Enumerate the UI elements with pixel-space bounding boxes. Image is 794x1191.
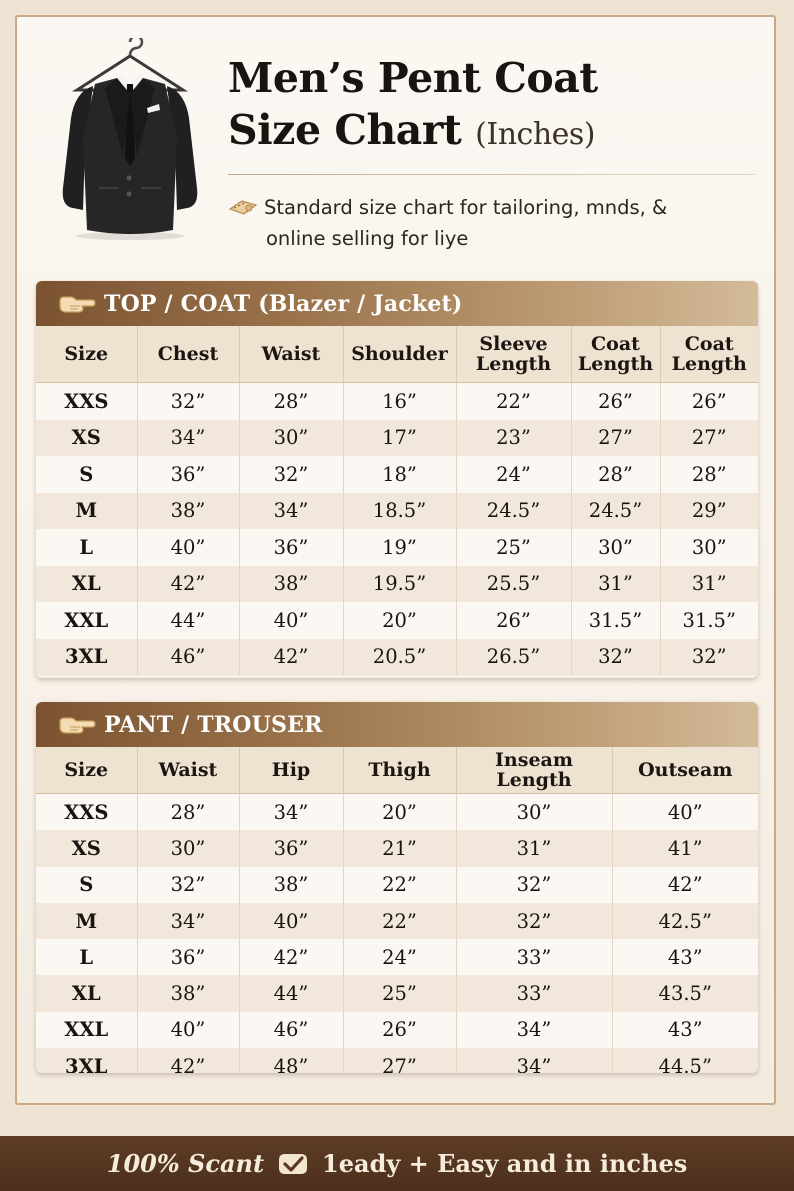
column-header: Sleeve Length xyxy=(456,326,571,383)
size-cell: XL xyxy=(36,566,137,603)
pant-table-body xyxy=(36,794,758,1074)
page-title xyxy=(228,52,598,161)
subtitle xyxy=(228,192,748,254)
measurement-cell: 38” xyxy=(239,867,343,903)
measurement-cell: 34” xyxy=(239,794,343,831)
measurement-cell: 40” xyxy=(612,794,758,831)
size-cell: M xyxy=(36,493,137,530)
size-cell: 3XL xyxy=(36,1048,137,1073)
size-cell: XS xyxy=(36,420,137,457)
measurement-cell: 40” xyxy=(137,1012,239,1048)
table-row xyxy=(36,794,758,831)
measurement-cell: 28” xyxy=(660,456,758,493)
measurement-cell: 32” xyxy=(137,867,239,903)
measurement-cell: 24” xyxy=(456,456,571,493)
title-line-2: Size Chart xyxy=(228,106,462,154)
title-line-1: Men’s Pent Coat xyxy=(228,54,598,102)
measurement-cell: 42” xyxy=(137,1048,239,1073)
measurement-cell: 25.5” xyxy=(456,566,571,603)
measurement-cell: 33” xyxy=(456,975,612,1011)
pointing-hand-icon xyxy=(58,293,96,315)
coat-size-table-panel xyxy=(36,281,758,678)
measurement-cell: 31.5” xyxy=(571,602,660,639)
size-cell: L xyxy=(36,529,137,566)
measurement-cell: 16” xyxy=(343,383,456,420)
measurement-cell: 20” xyxy=(343,794,456,831)
column-header: Thigh xyxy=(343,747,456,794)
table-row xyxy=(36,566,758,603)
table-row xyxy=(36,456,758,493)
table-row xyxy=(36,1048,758,1073)
measurement-cell: 36” xyxy=(137,456,239,493)
pant-section-header xyxy=(36,702,758,747)
measurement-cell: 38” xyxy=(137,493,239,530)
measurement-cell: 41” xyxy=(612,830,758,866)
coat-table-body xyxy=(36,383,758,676)
table-row xyxy=(36,639,758,676)
measurement-cell: 19.5” xyxy=(343,566,456,603)
measurement-cell: 26” xyxy=(660,383,758,420)
measurement-cell: 26.5” xyxy=(456,639,571,676)
table-row xyxy=(36,975,758,1011)
measurement-cell: 43” xyxy=(612,1012,758,1048)
measurement-cell: 31” xyxy=(571,566,660,603)
table-row xyxy=(36,420,758,457)
measurement-cell: 30” xyxy=(456,794,612,831)
table-row xyxy=(36,903,758,939)
column-header: Chest xyxy=(137,326,239,383)
measurement-cell: 42” xyxy=(612,867,758,903)
measurement-cell: 26” xyxy=(343,1012,456,1048)
measurement-cell: 22” xyxy=(343,903,456,939)
measurement-cell: 31” xyxy=(456,830,612,866)
measurement-cell: 46” xyxy=(239,1012,343,1048)
pant-size-table-panel xyxy=(36,702,758,1073)
column-header: Shoulder xyxy=(343,326,456,383)
measurement-cell: 32” xyxy=(571,639,660,676)
size-cell: XXL xyxy=(36,602,137,639)
pant-section-title: PANT / TROUSER xyxy=(104,711,323,738)
measurement-cell: 30” xyxy=(239,420,343,457)
size-cell: XXL xyxy=(36,1012,137,1048)
column-header: Waist xyxy=(137,747,239,794)
measurement-cell: 28” xyxy=(571,456,660,493)
measurement-cell: 32” xyxy=(239,456,343,493)
measurement-cell: 42.5” xyxy=(612,903,758,939)
measurement-cell: 20” xyxy=(343,602,456,639)
measurement-cell: 42” xyxy=(239,939,343,975)
measurement-cell: 32” xyxy=(660,639,758,676)
measurement-cell: 46” xyxy=(137,639,239,676)
column-header: Coat Length xyxy=(660,326,758,383)
measurement-cell: 30” xyxy=(571,529,660,566)
pant-size-table xyxy=(36,747,758,1073)
measurement-cell: 32” xyxy=(456,903,612,939)
subtitle-line-1: Standard size chart for tailoring, mnds, & xyxy=(264,196,668,219)
table-row xyxy=(36,1012,758,1048)
column-header: Size xyxy=(36,747,137,794)
measurement-cell: 27” xyxy=(343,1048,456,1073)
measurement-cell: 33” xyxy=(456,939,612,975)
coat-section-header xyxy=(36,281,758,326)
measurement-cell: 34” xyxy=(239,493,343,530)
measurement-cell: 24.5” xyxy=(456,493,571,530)
measurement-cell: 20.5” xyxy=(343,639,456,676)
measuring-tape-icon xyxy=(228,197,258,217)
coat-size-table xyxy=(36,326,758,675)
subtitle-line-2: online selling for liye xyxy=(266,227,469,250)
measurement-cell: 42” xyxy=(239,639,343,676)
measurement-cell: 23” xyxy=(456,420,571,457)
measurement-cell: 26” xyxy=(571,383,660,420)
measurement-cell: 36” xyxy=(239,529,343,566)
measurement-cell: 38” xyxy=(137,975,239,1011)
suit-jacket-icon xyxy=(55,38,205,243)
measurement-cell: 25” xyxy=(343,975,456,1011)
measurement-cell: 29” xyxy=(660,493,758,530)
measurement-cell: 27” xyxy=(571,420,660,457)
measurement-cell: 31.5” xyxy=(660,602,758,639)
coat-section-title: TOP / COAT (Blazer / Jacket) xyxy=(104,290,463,317)
measurement-cell: 43” xyxy=(612,939,758,975)
measurement-cell: 40” xyxy=(137,529,239,566)
pointing-hand-icon xyxy=(58,714,96,736)
measurement-cell: 32” xyxy=(456,867,612,903)
measurement-cell: 40” xyxy=(239,903,343,939)
column-header: Hip xyxy=(239,747,343,794)
table-row xyxy=(36,602,758,639)
table-row xyxy=(36,529,758,566)
size-cell: XXS xyxy=(36,383,137,420)
measurement-cell: 22” xyxy=(343,867,456,903)
measurement-cell: 30” xyxy=(137,830,239,866)
title-unit: (Inches) xyxy=(475,117,596,152)
measurement-cell: 44” xyxy=(137,602,239,639)
size-cell: S xyxy=(36,456,137,493)
measurement-cell: 43.5” xyxy=(612,975,758,1011)
table-header-row xyxy=(36,747,758,794)
measurement-cell: 34” xyxy=(137,903,239,939)
measurement-cell: 18.5” xyxy=(343,493,456,530)
measurement-cell: 32” xyxy=(137,383,239,420)
size-cell: 3XL xyxy=(36,639,137,676)
column-header: Inseam Length xyxy=(456,747,612,794)
size-cell: XS xyxy=(36,830,137,866)
measurement-cell: 24” xyxy=(343,939,456,975)
check-badge-icon xyxy=(276,1150,310,1178)
measurement-cell: 48” xyxy=(239,1048,343,1073)
size-cell: M xyxy=(36,903,137,939)
measurement-cell: 42” xyxy=(137,566,239,603)
footer-left-text: 100% Scant xyxy=(106,1149,265,1178)
measurement-cell: 17” xyxy=(343,420,456,457)
measurement-cell: 21” xyxy=(343,830,456,866)
measurement-cell: 18” xyxy=(343,456,456,493)
size-cell: S xyxy=(36,867,137,903)
measurement-cell: 40” xyxy=(239,602,343,639)
measurement-cell: 34” xyxy=(137,420,239,457)
table-row xyxy=(36,383,758,420)
column-header: Outseam xyxy=(612,747,758,794)
table-header-row xyxy=(36,326,758,383)
measurement-cell: 19” xyxy=(343,529,456,566)
table-row xyxy=(36,830,758,866)
table-row xyxy=(36,867,758,903)
column-header: Size xyxy=(36,326,137,383)
measurement-cell: 44” xyxy=(239,975,343,1011)
size-cell: XL xyxy=(36,975,137,1011)
measurement-cell: 27” xyxy=(660,420,758,457)
table-row xyxy=(36,939,758,975)
measurement-cell: 22” xyxy=(456,383,571,420)
table-row xyxy=(36,493,758,530)
measurement-cell: 34” xyxy=(456,1012,612,1048)
measurement-cell: 24.5” xyxy=(571,493,660,530)
measurement-cell: 36” xyxy=(239,830,343,866)
measurement-cell: 36” xyxy=(137,939,239,975)
title-divider xyxy=(228,174,756,175)
measurement-cell: 44.5” xyxy=(612,1048,758,1073)
measurement-cell: 28” xyxy=(239,383,343,420)
measurement-cell: 28” xyxy=(137,794,239,831)
measurement-cell: 38” xyxy=(239,566,343,603)
measurement-cell: 31” xyxy=(660,566,758,603)
column-header: Coat Length xyxy=(571,326,660,383)
column-header: Waist xyxy=(239,326,343,383)
size-cell: XXS xyxy=(36,794,137,831)
footer-right-text: 1eady + Easy and in inches xyxy=(322,1149,688,1178)
measurement-cell: 30” xyxy=(660,529,758,566)
measurement-cell: 25” xyxy=(456,529,571,566)
footer-banner xyxy=(0,1136,794,1191)
size-cell: L xyxy=(36,939,137,975)
measurement-cell: 34” xyxy=(456,1048,612,1073)
measurement-cell: 26” xyxy=(456,602,571,639)
